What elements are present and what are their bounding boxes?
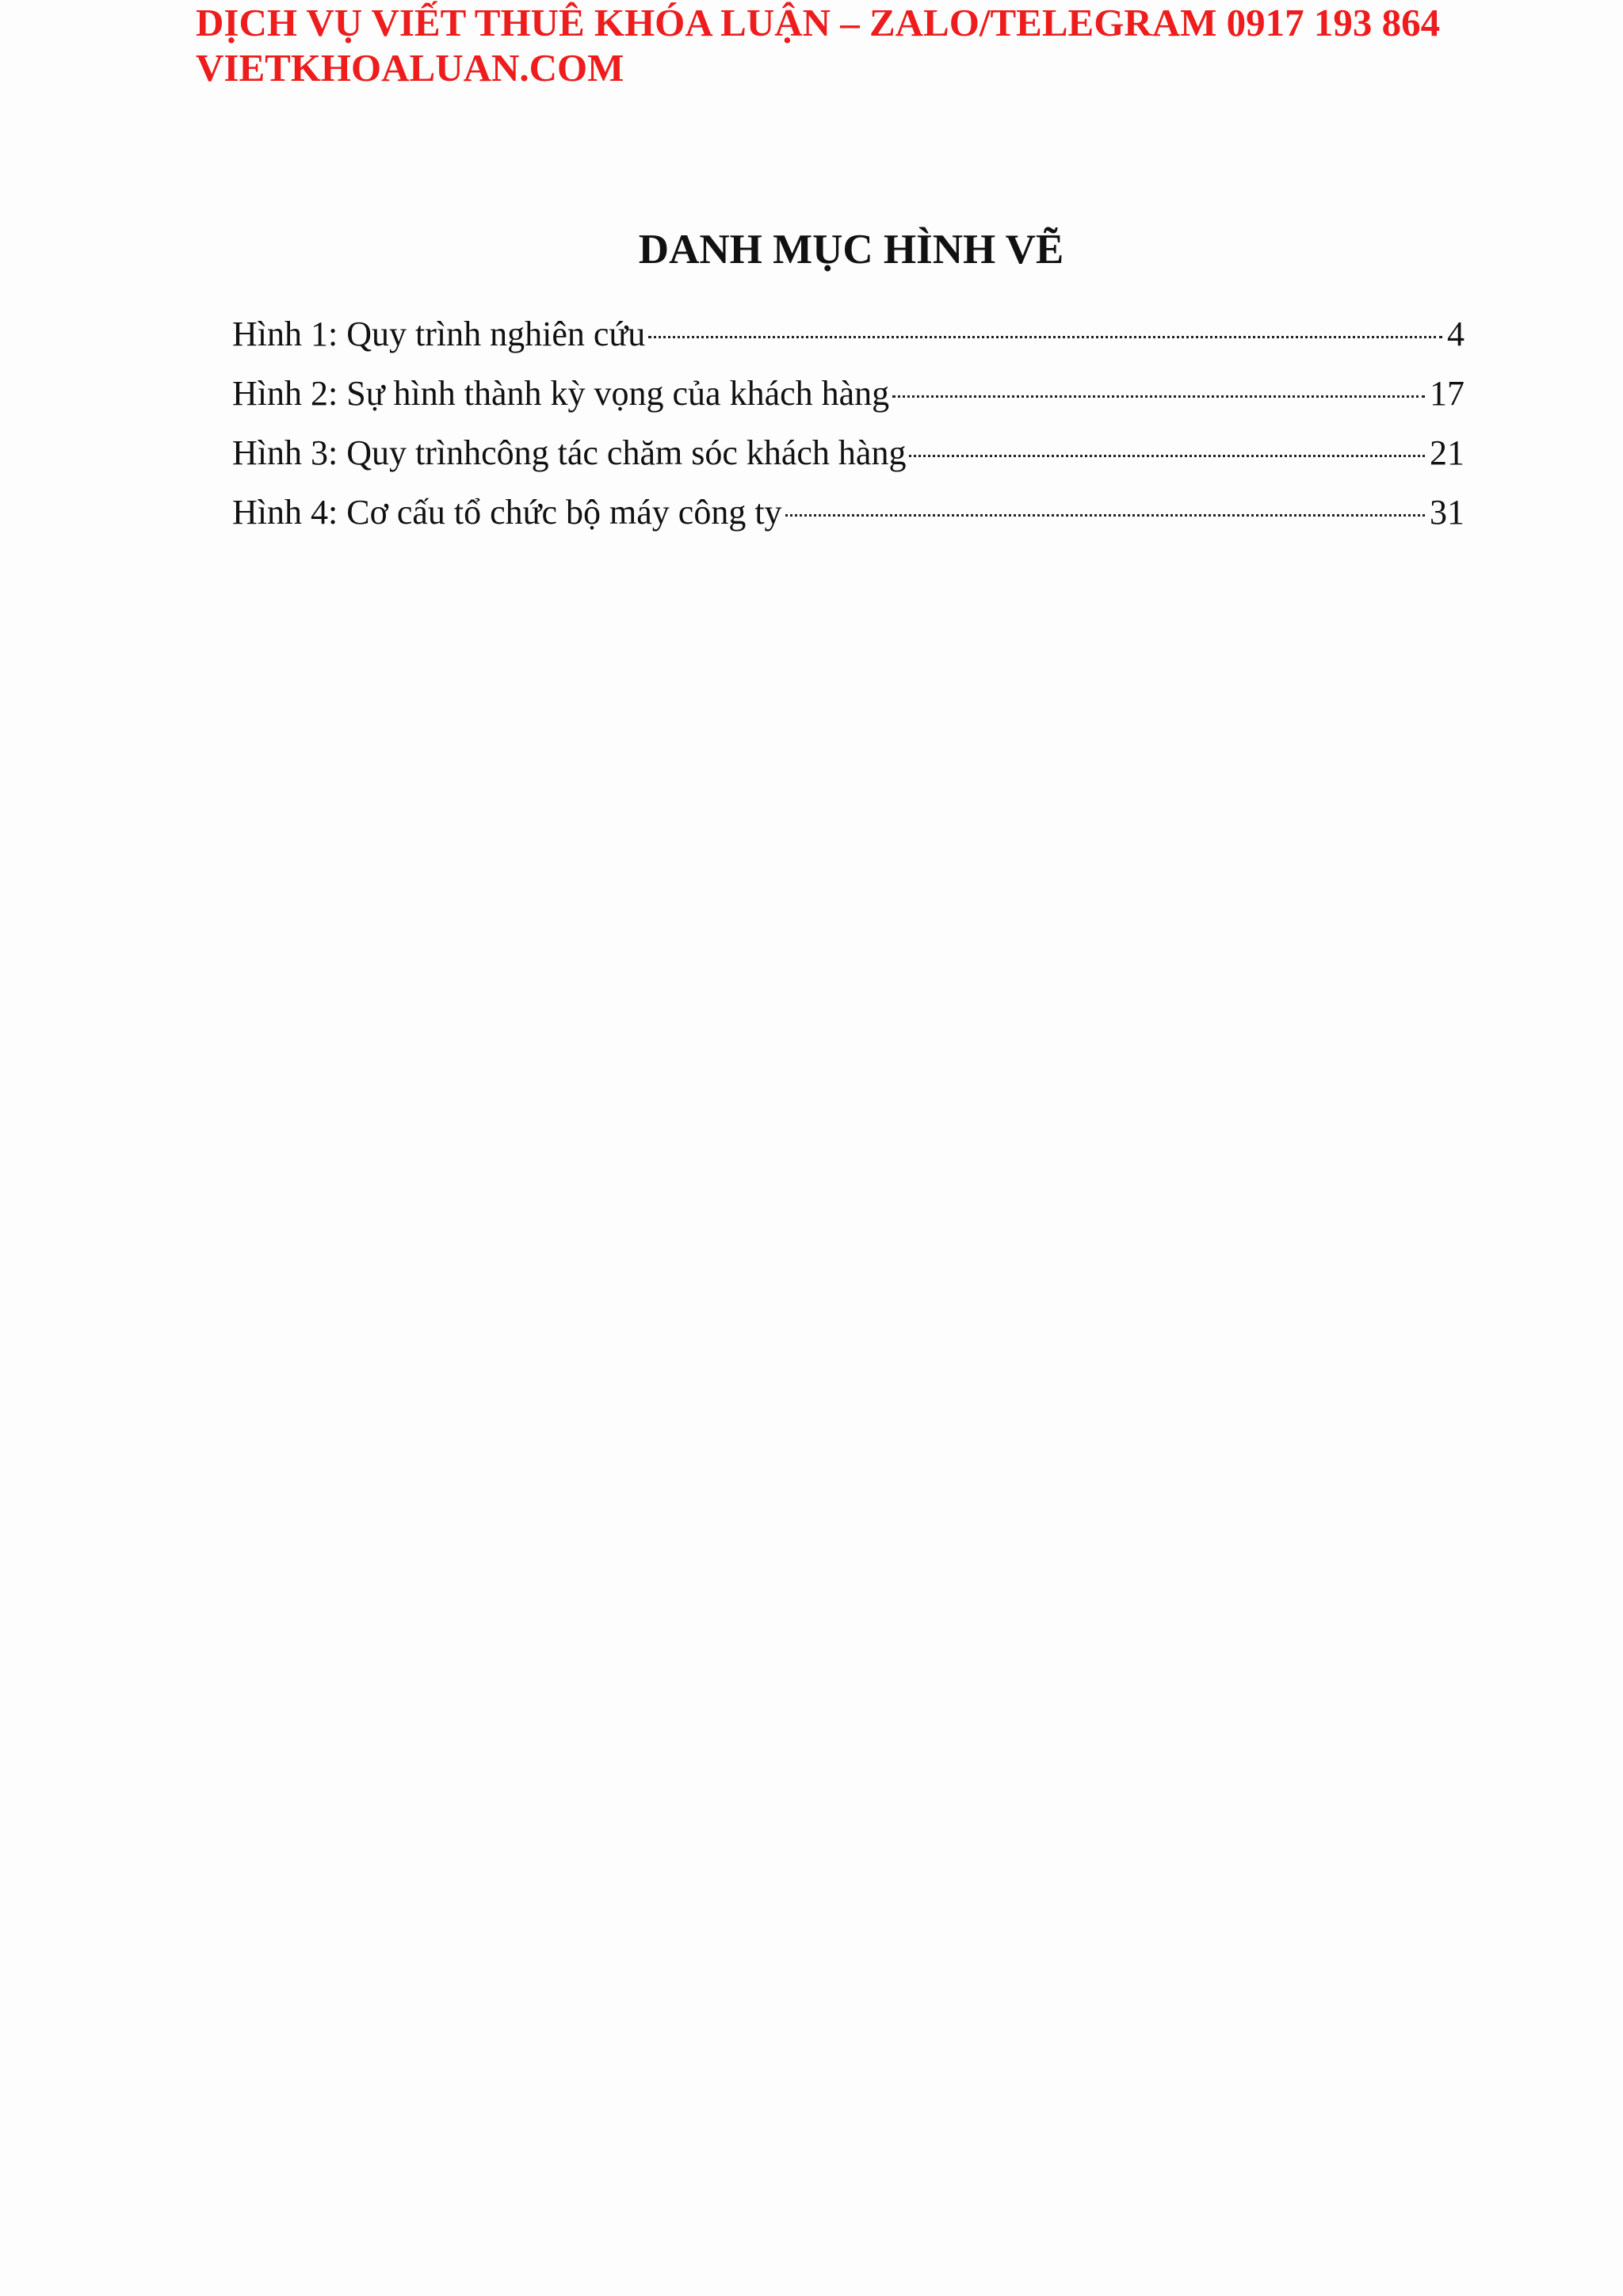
toc-entry-page: 17 [1430, 374, 1465, 413]
toc-entry-page: 4 [1447, 315, 1465, 353]
toc-entry-page: 31 [1430, 493, 1465, 532]
toc-entry[interactable] [232, 482, 1465, 542]
figure-list [232, 304, 1465, 542]
toc-entry[interactable] [232, 304, 1465, 364]
dot-leader [909, 455, 1425, 457]
dot-leader [892, 395, 1425, 398]
toc-entry-page: 21 [1430, 433, 1465, 472]
header-watermark [196, 0, 1440, 90]
toc-entry-label: Hình 2: Sự hình thành kỳ vọng của khách hàng [232, 374, 890, 413]
toc-entry[interactable] [232, 364, 1465, 423]
toc-entry-label: Hình 1: Quy trình nghiên cứu [232, 315, 646, 353]
toc-entry[interactable] [232, 423, 1465, 482]
watermark-line-1: DỊCH VỤ VIẾT THUÊ KHÓA LUẬN – ZALO/TELEGRAM 0917 193 864 [196, 1, 1441, 44]
dot-leader [785, 514, 1425, 517]
dot-leader [648, 336, 1442, 338]
watermark-line-2: VIETKHOALUAN.COM [196, 46, 624, 90]
toc-entry-label: Hình 3: Quy trìnhcông tác chăm sóc khách hàng [232, 433, 907, 472]
page-title: DANH MỤC HÌNH VẼ [638, 227, 1064, 273]
toc-entry-label: Hình 4: Cơ cấu tổ chức bộ máy công ty [232, 493, 782, 532]
